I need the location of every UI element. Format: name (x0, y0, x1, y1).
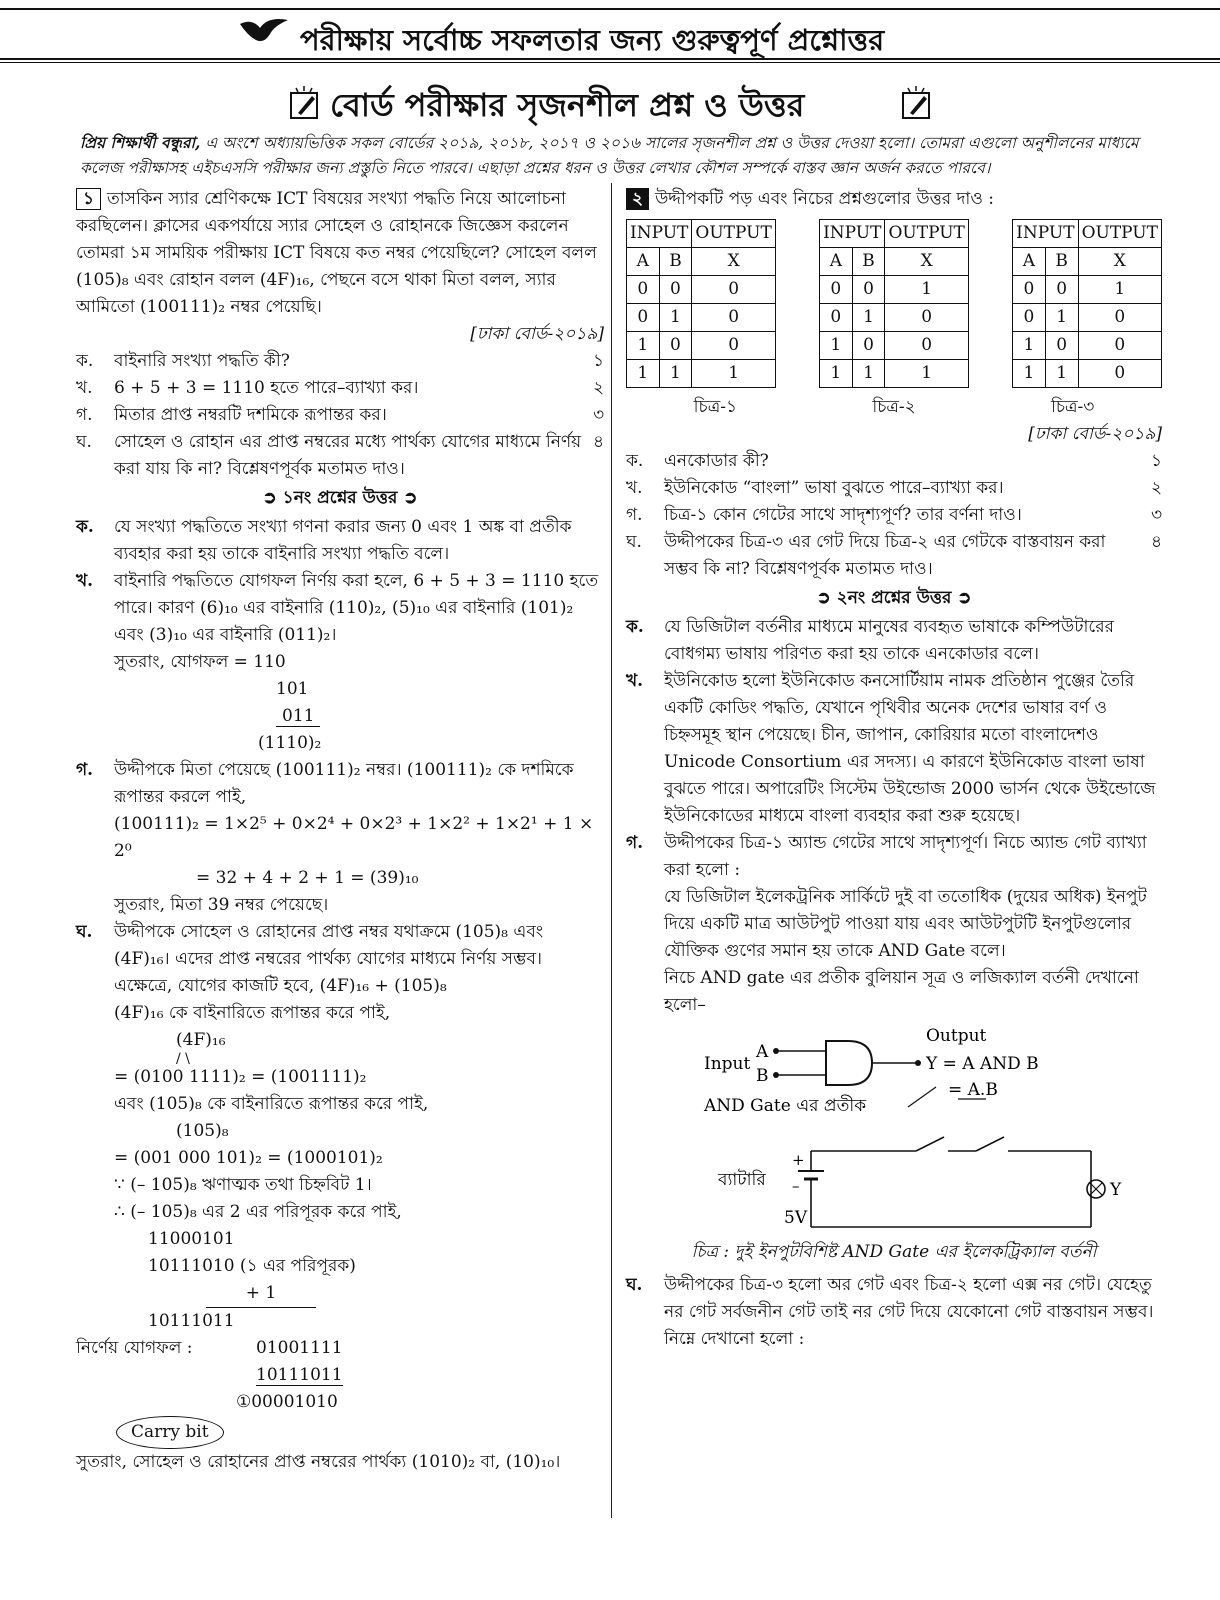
q1-sub-kha (76, 375, 604, 402)
cell: 0 (885, 332, 968, 360)
sub-label: খ. (76, 378, 93, 398)
q2-sub-ga (626, 502, 1162, 529)
sum-line-2: 101 (276, 679, 309, 699)
cell: 0 (627, 276, 660, 304)
cell: 0 (627, 304, 660, 332)
cell: 0 (820, 304, 853, 332)
sub-text: চিত্র-১ কোন গেটের সাথে সাদৃশ্যপূর্ণ? তার বর্ণনা দাও। (664, 505, 1022, 525)
bulb-y-label: Y (1110, 1180, 1122, 1200)
col-x: X (885, 248, 968, 276)
cell: 0 (692, 276, 775, 304)
cell: 0 (1013, 304, 1046, 332)
sub-label: গ. (76, 405, 93, 425)
q2-answer-heading: ➲ ২নং প্রশ্নের উত্তর ➲ (816, 588, 972, 608)
q2-ans-kha (626, 668, 1162, 830)
cell: 0 (1078, 360, 1161, 388)
q2-sub-gha (626, 529, 1162, 583)
cell: 1 (627, 332, 660, 360)
sum2-label: নির্ণেয় যোগফল : (76, 1338, 193, 1358)
sub-text: 6 + 5 + 3 = 1110 হতে পারে–ব্যাখ্যা কর। (114, 378, 419, 398)
question-1 (76, 186, 604, 1476)
q2-source: [ঢাকা বোর্ড-২০১৯] (1028, 424, 1162, 444)
ans-text: উদ্দীপকে মিতা পেয়েছে (100111)₂ নম্বর। (100111)₂ কে দশমিকে রূপান্তর করলে পাই, (114, 760, 574, 807)
col-x: X (692, 248, 775, 276)
cell: 1 (885, 360, 968, 388)
col-b: B (659, 248, 692, 276)
battery-label: ব্যাটারি (718, 1170, 766, 1190)
cell: 0 (852, 332, 885, 360)
ans-label: গ. (626, 833, 644, 853)
sub-label: ঘ. (626, 532, 642, 552)
and-gate-figure (626, 1019, 1162, 1239)
table-head-output: OUTPUT (692, 220, 775, 248)
cell: 1 (1078, 276, 1161, 304)
table-head-output: OUTPUT (1078, 220, 1161, 248)
cell: 1 (627, 360, 660, 388)
sub-mark: ২ (592, 378, 604, 398)
truth-tables (626, 219, 1162, 388)
ans-text: ইউনিকোড হলো ইউনিকোড কনসোর্টিয়াম নামক প্রতিষ্ঠান পুঞ্জের তৈরি একটি কোডিং পদ্ধতি, যেখানে পৃথিবীর অনেক দেশের ভাষার বর্ণ ও চিহ্নসমূহ স্থান পেয়েছে। চীন, জাপান, কোরিয়ার মতো বাংলাদেশও Unicode Consortium এর সদস্য। এ কারণে ইউনিকোড বাংলা ভাষা বুঝতে পারে। অপারেটিং সিস্টেম উইন্ডোজ 2000 ভার্সন থেকে উইন্ডোজে ইউনিকোডের মাধ্যমে বাংলা ব্যবহার করা শুরু হয়েছে। (664, 671, 1156, 826)
gate-symbol-caption: AND Gate এর প্রতীক (704, 1096, 867, 1116)
caption-2: চিত্র-২ (872, 397, 916, 417)
table-head-output: OUTPUT (885, 220, 968, 248)
section-header (0, 68, 1220, 126)
cell: 0 (820, 276, 853, 304)
gate-input-label: Input (704, 1054, 751, 1074)
sub-mark: ১ (1150, 451, 1162, 471)
header-rule-bottom (0, 58, 1220, 60)
q2-ans-ka (626, 614, 1162, 668)
col-b: B (1045, 248, 1078, 276)
gha-complement: ∴ (– 105)₈ এর 2 এর পরিপূরক করে পাই, (114, 1202, 402, 1222)
cell: 1 (885, 276, 968, 304)
col-b: B (852, 248, 885, 276)
col-a: A (1013, 248, 1046, 276)
ans-label: গ. (76, 760, 94, 780)
q1-sub-gha (76, 429, 604, 483)
voltage-label: 5V (784, 1208, 808, 1228)
output-dot (915, 1060, 921, 1066)
q1-sub-ga (76, 402, 604, 429)
pointer-arrow-icon (908, 1087, 936, 1107)
cell: 0 (1078, 304, 1161, 332)
truth-table-1 (626, 219, 776, 388)
header-rule-thin (0, 62, 1220, 63)
table-captions (626, 394, 1162, 421)
q2-sub-kha (626, 475, 1162, 502)
q2-ans-ga (626, 830, 1162, 884)
q2-answer-heading-text: ২নং প্রশ্নের উত্তর (836, 588, 952, 608)
col-a: A (627, 248, 660, 276)
sub-label: খ. (626, 478, 643, 498)
col-x: X (1078, 248, 1161, 276)
cell: 0 (1045, 332, 1078, 360)
calc-line-4: 10111011 (148, 1311, 235, 1331)
table-head-input: INPUT (1013, 220, 1078, 248)
cell: 0 (1078, 332, 1161, 360)
ga-eq-1: (100111)₂ = 1×2⁵ + 0×2⁴ + 0×2³ + 1×2² + 1×2¹ + 1 × 2⁰ (114, 814, 594, 861)
col-a: A (820, 248, 853, 276)
sum2-line-1: 01001111 (256, 1338, 343, 1358)
q2-stem-text: উদ্দীপকটি পড় এবং নিচের প্রশ্নগুলোর উত্তর দাও : (655, 189, 994, 209)
q2-number: ২ (626, 188, 649, 210)
q2-ans-gha (626, 1272, 1162, 1353)
sub-mark: ৩ (592, 405, 604, 425)
ans-text: উদ্দীপকে সোহেল ও রোহানের প্রাপ্ত নম্বর যথাক্রমে (105)₈ এবং (4F)₁₆। এদের প্রাপ্ত নম্বরের পার্থক্য যোগের মাধ্যমে নির্ণয় সম্ভব। এক্ষেত্রে, যোগের কাজটি হবে, (4F)₁₆ + (105)₈ (114, 922, 544, 996)
sub-mark: ১ (592, 351, 604, 371)
calc-line-3: + 1 (206, 1280, 316, 1308)
and-gate-icon (826, 1041, 872, 1085)
table-head-input: INPUT (627, 220, 692, 248)
question-2 (626, 186, 1162, 1353)
split-lines-icon: / \ (176, 1051, 190, 1067)
column-divider (611, 183, 612, 1518)
cell: 1 (820, 360, 853, 388)
ans-text: উদ্দীপকের চিত্র-৩ হলো অর গেট এবং চিত্র-২ হলো এক্স নর গেট। যেহেতু নর গেট সর্বজনীন গেট তাই নর গেট দিয়ে যেকোনো গেট বাস্তবায়ন সম্ভব। নিম্নে দেখানো হলো : (664, 1275, 1154, 1349)
gha-hex: (4F)₁₆ (176, 1030, 226, 1050)
sum2-result: ①00001010 (236, 1392, 338, 1412)
sub-mark: ৩ (1150, 505, 1162, 525)
q1-ans-ga (76, 757, 604, 811)
sub-mark: ৪ (1150, 532, 1162, 552)
cell: 1 (692, 360, 775, 388)
ans-label: ক. (76, 517, 94, 537)
table-head-input: INPUT (820, 220, 885, 248)
q1-ans-kha (76, 568, 604, 649)
sum-label: সুতরাং, যোগফল = 110 (114, 652, 286, 672)
q1-stem-text: তাসকিন স্যার শ্রেণিকক্ষে ICT বিষয়ের সংখ্যা পদ্ধতি নিয়ে আলোচনা করছিলেন। ক্লাসের একপর্যায়ে স্যার সোহেল ও রোহানকে জিজ্ঞেস করলেন তোমরা ১ম সাময়িক পরীক্ষায় ICT বিষয়ে কত নম্বর পেয়েছিলে? সোহেল বলল (105)₈ এবং রোহান বলল (4F)₁₆, পেছনে বসে থাকা মিতা বলল, স্যার আমিতো (100111)₂ নম্বর পেয়েছি। (76, 189, 597, 317)
cell: 0 (852, 276, 885, 304)
cell: 0 (885, 304, 968, 332)
switch-2-icon (976, 1137, 1004, 1151)
cell: 0 (1013, 276, 1046, 304)
cell: 1 (1013, 360, 1046, 388)
q1-source: [ঢাকা বোর্ড-২০১৯] (470, 324, 604, 344)
gate-eq-1: Y = A AND B (926, 1054, 1039, 1074)
sum-result: (1110)₂ (258, 733, 322, 753)
sub-label: ক. (626, 451, 644, 471)
ans-text: বাইনারি পদ্ধতিতে যোগফল নির্ণয় করা হলে, 6 + 5 + 3 = 1110 হতে পারে। কারণ (6)₁₀ এর বাইনারি (110)₂, (5)₁₀ এর বাইনারি (101)₂ এবং (3)₁₀ এর বাইনারি (011)₂। (114, 571, 599, 645)
section-title: বোর্ড পরীক্ষার সৃজনশীল প্রশ্ন ও উত্তর (330, 86, 805, 124)
ans-text: যে ডিজিটাল বর্তনীর মাধ্যমে মানুষের ব্যবহৃত ভাষাকে কম্পিউটারের বোধগম্য ভাষায় পরিণত করা হয় তাকে এনকোডার বলে। (664, 617, 1114, 664)
ans-label: ক. (626, 617, 644, 637)
q1-ans-ka (76, 514, 604, 568)
gha-step-2: এবং (105)₈ কে বাইনারিতে রূপান্তর করে পাই, (114, 1094, 429, 1114)
ga-definition: যে ডিজিটাল ইলেকট্রনিক সার্কিটে দুই বা ততোধিক (দুয়ের অধিক) ইনপুট দিয়ে একটি মাত্র আউটপুট পাওয়া যায় এবং আউটপুটটি ইনপুটগুলোর যৌক্তিক গুণের সমান হয় তাকে AND Gate বলে। (664, 887, 1147, 961)
intro-greeting: প্রিয় শিক্ষার্থী বন্ধুরা, (80, 133, 201, 152)
caption-1: চিত্র-১ (693, 397, 737, 417)
cell: 0 (659, 276, 692, 304)
cell: 0 (1045, 276, 1078, 304)
q1-number: ১ (76, 188, 101, 210)
ga-conclusion: সুতরাং, মিতা 39 নম্বর পেয়েছে। (114, 895, 329, 915)
ga-intro-figure: নিচে AND gate এর প্রতীক বুলিয়ান সূত্র ও লজিক্যাল বর্তনী দেখানো হলো– (664, 968, 1139, 1015)
switch-1-icon (916, 1137, 944, 1151)
calc-line-1: 11000101 (148, 1229, 235, 1249)
ans-text: উদ্দীপকের চিত্র-১ অ্যান্ড গেটের সাথে সাদৃশ্যপূর্ণ। নিচে অ্যান্ড গেট ব্যাখ্যা করা হলো : (664, 833, 1147, 880)
cell: 0 (659, 332, 692, 360)
calc-line-2: 10111010 (১ এর পরিপূরক) (148, 1256, 356, 1276)
q2-stem (626, 186, 1162, 213)
header-rule-top (0, 8, 1220, 10)
sub-text: সোহেল ও রোহান এর প্রাপ্ত নম্বরের মধ্যে পার্থক্য যোগের মাধ্যমে নির্ণয় করা যায় কি না? বিশ্লেষণপূর্বক মতামত দাও। (114, 432, 582, 479)
q1-sub-ka (76, 348, 604, 375)
cell: 1 (659, 304, 692, 332)
gha-oct-binary: = (001 000 101)₂ = (1000101)₂ (114, 1148, 383, 1168)
top-title: পরীক্ষায় সর্বোচ্চ সফলতার জন্য গুরুত্বপূর্ণ প্রশ্নোত্তর (300, 23, 885, 57)
gha-step-1: (4F)₁₆ কে বাইনারিতে রূপান্তর করে পাই, (114, 1003, 391, 1023)
gate-eq-2: = A.B (948, 1080, 998, 1100)
carry-bit-note: Carry bit (116, 1416, 224, 1449)
ans-label: খ. (626, 671, 644, 691)
ans-label: খ. (76, 571, 94, 591)
battery-minus: – (792, 1177, 800, 1195)
cell: 1 (852, 304, 885, 332)
ans-label: ঘ. (626, 1275, 643, 1295)
cell: 1 (659, 360, 692, 388)
q2-sub-ka (626, 448, 1162, 475)
truth-table-2 (819, 219, 969, 388)
pen-icon (288, 86, 320, 120)
gate-output-label: Output (926, 1026, 987, 1046)
sub-label: ঘ. (76, 432, 92, 452)
sub-text: বাইনারি সংখ্যা পদ্ধতি কী? (114, 351, 290, 371)
cell: 1 (820, 332, 853, 360)
sum2-line-2: 10111011 (256, 1365, 343, 1385)
figure-caption: চিত্র : দুই ইনপুটবিশিষ্ট AND Gate এর ইলেকট্রিক্যাল বর্তনী (691, 1242, 1097, 1262)
intro-paragraph (80, 130, 1162, 181)
sub-text: উদ্দীপকের চিত্র-৩ এর গেট দিয়ে চিত্র-২ এর গেটকে বাস্তবায়ন করা সম্ভব কি না? বিশ্লেষণপূর্বক মতামত দাও। (664, 532, 1106, 579)
gha-oct: (105)₈ (176, 1121, 229, 1141)
ans-text: যে সংখ্যা পদ্ধতিতে সংখ্যা গণনা করার জন্য 0 এবং 1 অঙ্ক বা প্রতীক ব্যবহার করা হয় তাকে বাইনারি সংখ্যা পদ্ধতি বলে। (114, 517, 572, 564)
sub-text: মিতার প্রাপ্ত নম্বরটি দশমিকে রূপান্তর কর। (114, 405, 387, 425)
cell: 1 (1013, 332, 1046, 360)
battery-plus: + (792, 1151, 805, 1169)
pen-icon (900, 86, 932, 120)
bird-logo-icon (238, 14, 290, 50)
gate-a-label: A (756, 1042, 769, 1062)
top-header (0, 0, 1220, 62)
cell: 1 (852, 360, 885, 388)
sub-label: ক. (76, 351, 94, 371)
q1-answer-heading: ➲ ১নং প্রশ্নের উত্তর ➲ (262, 488, 418, 508)
caption-3: চিত্র-৩ (1051, 397, 1095, 417)
gate-b-label: B (756, 1066, 769, 1086)
intro-text: এ অংশে অধ্যায়ভিত্তিক সকল বোর্ডের ২০১৯, ২০১৮, ২০১৭ ও ২০১৬ সালের সৃজনশীল প্রশ্ন ও উত্তর দেওয়া হলো। তোমরা এগুলো অনুশীলনের মাধ্যমে কলেজ পরীক্ষাসহ এইচএসসি পরীক্ষার জন্য প্রস্তুতি নিতে পারবে। এছাড়া প্রশ্নের ধরন ও উত্তর লেখার কৌশল সম্পর্কে বাস্তব জ্ঞান অর্জন করতে পারবে। (80, 134, 1139, 177)
q1-stem (76, 186, 604, 321)
q1-final: সুতরাং, সোহেল ও রোহানের প্রাপ্ত নম্বরের পার্থক্য (1010)₂ বা, (10)₁₀। (76, 1452, 561, 1472)
ga-eq-2: = 32 + 4 + 2 + 1 = (39)₁₀ (196, 868, 419, 888)
ans-label: ঘ. (76, 922, 93, 942)
sub-mark: ৪ (592, 432, 604, 452)
q1-ans-gha (76, 919, 604, 1000)
cell: 0 (692, 304, 775, 332)
truth-table-3 (1012, 219, 1162, 388)
gha-sign: ∵ (– 105)₈ ঋণাত্মক তথা চিহ্নবিট 1। (114, 1175, 372, 1195)
sub-label: গ. (626, 505, 643, 525)
sum-line-3: 011 (276, 706, 320, 727)
cell: 1 (1045, 360, 1078, 388)
sub-mark: ২ (1150, 478, 1162, 498)
sub-text: এনকোডার কী? (664, 451, 769, 471)
q1-answer-heading-text: ১নং প্রশ্নের উত্তর (282, 488, 398, 508)
sub-text: ইউনিকোড “বাংলা” ভাষা বুঝতে পারে–ব্যাখ্যা কর। (664, 478, 1004, 498)
gha-hex-binary: = (0100 1111)₂ = (1001111)₂ (114, 1067, 367, 1087)
cell: 1 (1045, 304, 1078, 332)
cell: 0 (692, 332, 775, 360)
